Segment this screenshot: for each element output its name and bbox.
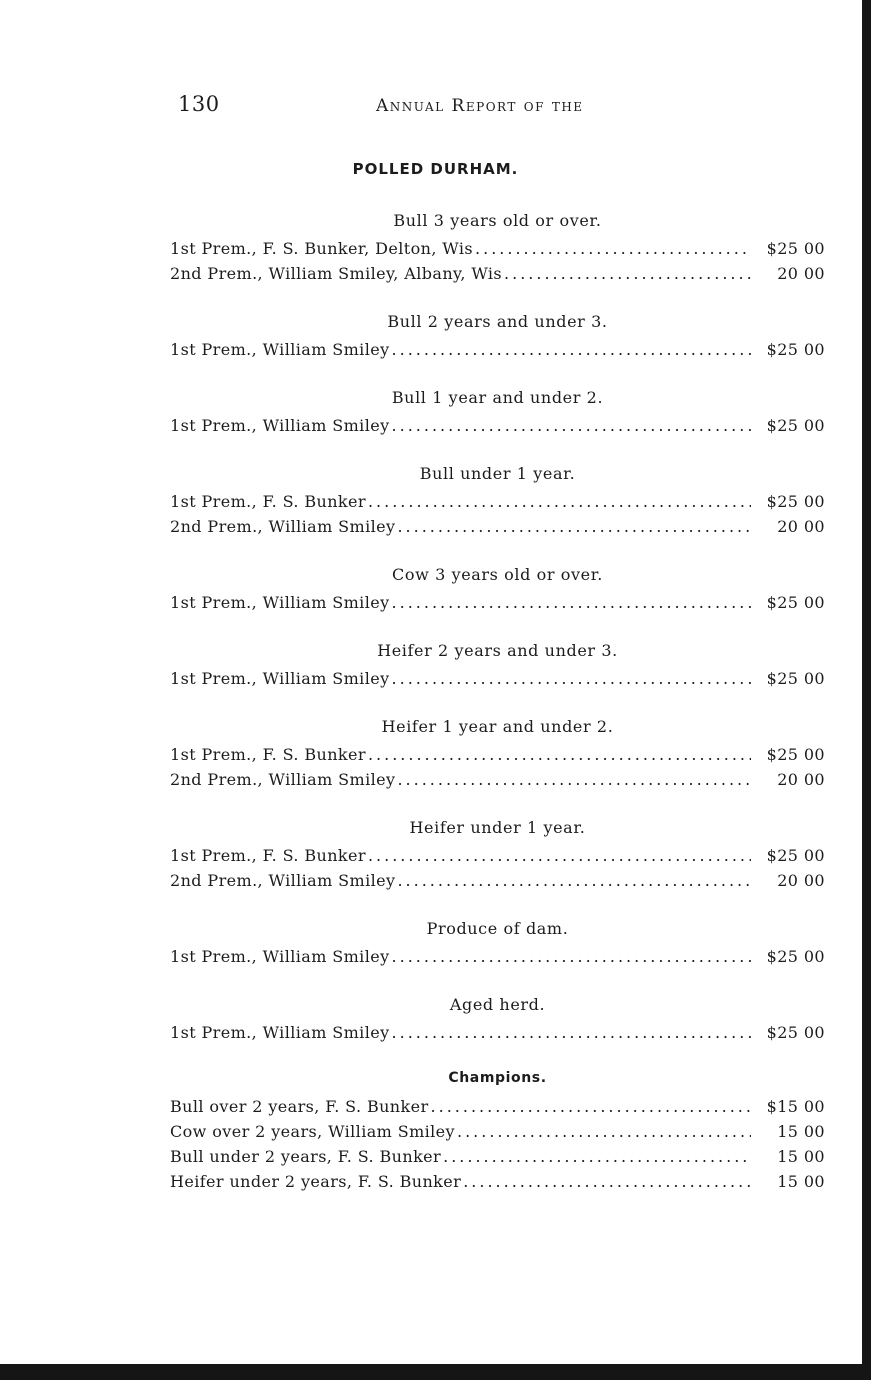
entry-label: Bull under 2 years, F. S. Bunker <box>170 1147 442 1166</box>
dot-leader <box>397 868 751 893</box>
premium-entry <box>170 944 825 969</box>
dot-leader <box>392 944 751 969</box>
entry-amount: $15 00 <box>766 1097 825 1116</box>
entry-amount: $25 00 <box>766 416 825 435</box>
dot-leader <box>457 1119 751 1144</box>
entry-label: 2nd Prem., William Smiley, Albany, Wis <box>170 264 503 283</box>
premium-entry <box>170 590 825 615</box>
premium-list <box>170 210 825 1219</box>
entry-label: 1st Prem., F. S. Bunker <box>170 846 366 865</box>
class-block <box>170 918 825 969</box>
entry-label: 1st Prem., William Smiley <box>170 947 390 966</box>
class-block <box>170 564 825 615</box>
dot-leader <box>392 590 751 615</box>
premium-entry <box>170 666 825 691</box>
dot-leader <box>475 236 751 261</box>
entry-amount: $25 00 <box>766 947 825 966</box>
dot-leader <box>392 337 751 362</box>
entry-amount: 20 00 <box>777 770 825 789</box>
premium-entry <box>170 514 825 539</box>
class-heading: Heifer 2 years and under 3. <box>377 641 618 660</box>
premium-entry <box>170 1020 825 1045</box>
entry-label: 1st Prem., F. S. Bunker <box>170 745 366 764</box>
champion-entry <box>170 1169 825 1194</box>
champion-entry <box>170 1119 825 1144</box>
entry-label: Cow over 2 years, William Smiley <box>170 1122 455 1141</box>
entry-amount: $25 00 <box>766 340 825 359</box>
class-heading: Bull 1 year and under 2. <box>391 388 604 407</box>
entry-amount: $25 00 <box>766 1023 825 1042</box>
premium-entry <box>170 337 825 362</box>
dot-leader <box>368 843 751 868</box>
dot-leader <box>392 1020 751 1045</box>
entry-label: 1st Prem., William Smiley <box>170 669 390 688</box>
class-heading: Heifer 1 year and under 2. <box>381 717 614 736</box>
class-block <box>170 210 825 286</box>
entry-amount: $25 00 <box>766 593 825 612</box>
premium-entry <box>170 843 825 868</box>
class-block <box>170 716 825 792</box>
entry-label: Bull over 2 years, F. S. Bunker <box>170 1097 429 1116</box>
dot-leader <box>392 413 751 438</box>
class-heading: Bull 2 years and under 3. <box>387 312 608 331</box>
class-block <box>170 311 825 362</box>
entry-label: 1st Prem., William Smiley <box>170 1023 390 1042</box>
dot-leader <box>397 767 751 792</box>
entry-amount: $25 00 <box>766 492 825 511</box>
class-heading: Cow 3 years old or over. <box>392 565 603 584</box>
page-header <box>178 92 638 122</box>
champions-block <box>170 1070 825 1194</box>
entry-label: Heifer under 2 years, F. S. Bunker <box>170 1172 462 1191</box>
entry-amount: 15 00 <box>777 1172 825 1191</box>
entry-amount: 20 00 <box>777 517 825 536</box>
running-head: Annual Report of the <box>376 96 584 116</box>
class-block <box>170 463 825 539</box>
premium-entry <box>170 261 825 286</box>
dot-leader <box>368 742 751 767</box>
premium-entry <box>170 236 825 261</box>
entry-amount: $25 00 <box>766 745 825 764</box>
dot-leader <box>368 489 751 514</box>
class-block <box>170 817 825 893</box>
entry-amount: 15 00 <box>777 1147 825 1166</box>
premium-entry <box>170 489 825 514</box>
entry-label: 2nd Prem., William Smiley <box>170 871 396 890</box>
class-heading: Aged herd. <box>449 995 546 1014</box>
dot-leader <box>463 1169 751 1194</box>
entry-label: 1st Prem., William Smiley <box>170 416 390 435</box>
premium-entry <box>170 868 825 893</box>
entry-amount: $25 00 <box>766 669 825 688</box>
premium-entry <box>170 767 825 792</box>
entry-label: 1st Prem., F. S. Bunker, Delton, Wis <box>170 239 474 258</box>
entry-label: 2nd Prem., William Smiley <box>170 517 396 536</box>
scan-edge-right <box>862 0 871 1380</box>
page-number: 130 <box>178 92 220 116</box>
champion-entry <box>170 1094 825 1119</box>
entry-amount: 15 00 <box>777 1122 825 1141</box>
dot-leader <box>392 666 751 691</box>
premium-entry <box>170 742 825 767</box>
dot-leader <box>397 514 751 539</box>
champions-heading: Champions. <box>448 1070 547 1086</box>
dot-leader <box>504 261 751 286</box>
dot-leader <box>431 1094 751 1119</box>
class-heading: Produce of dam. <box>426 919 569 938</box>
entry-amount: 20 00 <box>777 871 825 890</box>
class-block <box>170 994 825 1045</box>
class-heading: Bull 3 years old or over. <box>393 211 602 230</box>
entry-label: 1st Prem., William Smiley <box>170 340 390 359</box>
champion-entry <box>170 1144 825 1169</box>
scan-edge-bottom <box>0 1364 871 1380</box>
section-title: POLLED DURHAM. <box>352 160 519 178</box>
entry-label: 2nd Prem., William Smiley <box>170 770 396 789</box>
dot-leader <box>443 1144 751 1169</box>
class-heading: Heifer under 1 year. <box>409 818 586 837</box>
class-block <box>170 387 825 438</box>
class-block <box>170 640 825 691</box>
premium-entry <box>170 413 825 438</box>
class-heading: Bull under 1 year. <box>419 464 576 483</box>
entry-label: 1st Prem., William Smiley <box>170 593 390 612</box>
entry-amount: 20 00 <box>777 264 825 283</box>
entry-amount: $25 00 <box>766 239 825 258</box>
entry-label: 1st Prem., F. S. Bunker <box>170 492 366 511</box>
entry-amount: $25 00 <box>766 846 825 865</box>
